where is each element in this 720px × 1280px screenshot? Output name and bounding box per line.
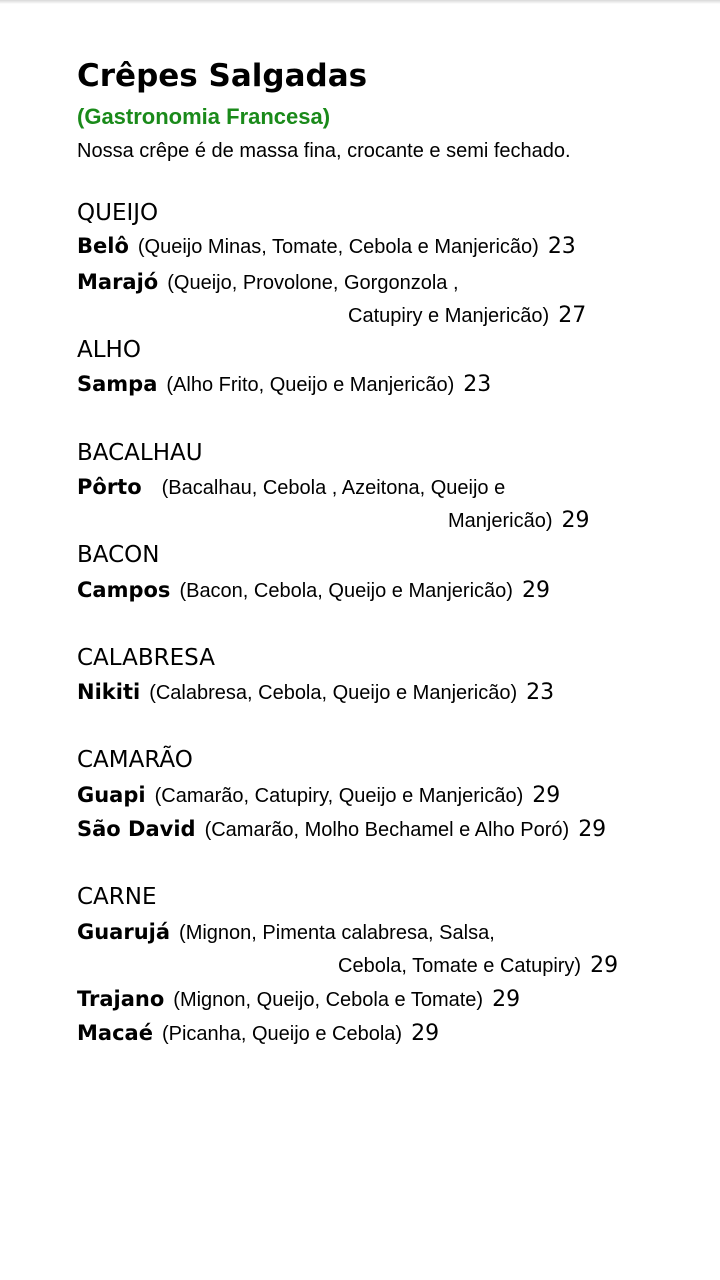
page-subtitle: (Gastronomia Francesa) [77,104,331,129]
category-heading: CARNE [77,884,157,910]
menu-item [77,270,459,295]
menu-item [77,987,520,1012]
category-heading: BACON [77,542,160,568]
item-name: Sampa [77,372,158,396]
item-ingredients-cont: Catupiry e Manjericão) [348,305,550,327]
menu-item [77,817,606,842]
item-ingredients: (Camarão, Molho Bechamel e Alho Poró) [204,819,570,841]
item-name: Marajó [77,270,159,294]
item-price: 29 [561,508,590,533]
item-ingredients-cont: Cebola, Tomate e Catupiry) [338,955,582,977]
item-name: Pôrto [77,475,142,499]
item-price: 29 [411,1021,440,1046]
item-ingredients: (Calabresa, Cebola, Queijo e Manjericão) [149,682,518,704]
menu-item [77,783,560,808]
category-heading: BACALHAU [77,440,203,466]
menu-item [77,920,495,945]
item-ingredients-cont: Manjericão) [448,510,553,532]
item-name: Belô [77,234,129,258]
category-heading: ALHO [77,337,141,363]
item-price: 23 [526,680,555,705]
menu-item [77,475,505,500]
item-price: 23 [547,234,576,259]
item-price: 29 [492,987,521,1012]
item-name: Nikiti [77,680,141,704]
item-ingredients: (Mignon, Queijo, Cebola e Tomate) [173,989,484,1011]
item-price: 29 [532,783,561,808]
page-description: Nossa crêpe é de massa fina, crocante e semi fechado. [77,140,571,162]
item-name: São David [77,817,196,841]
menu-item-continuation [338,953,618,978]
item-ingredients: (Bacalhau, Cebola , Azeitona, Queijo e [161,477,506,499]
item-price: 27 [558,303,587,328]
item-ingredients: (Mignon, Pimenta calabresa, Salsa, [179,922,495,944]
menu-item [77,578,550,603]
item-ingredients: (Camarão, Catupiry, Queijo e Manjericão) [154,785,524,807]
item-ingredients: (Queijo, Provolone, Gorgonzola , [167,272,459,294]
item-price: 23 [463,372,492,397]
item-price: 29 [590,953,619,978]
item-ingredients: (Picanha, Queijo e Cebola) [161,1023,403,1045]
menu-item-continuation [348,303,586,328]
category-heading: CAMARÃO [77,747,193,773]
page-title: Crêpes Salgadas [77,58,368,94]
item-ingredients: (Queijo Minas, Tomate, Cebola e Manjericão) [137,236,539,258]
item-ingredients: (Bacon, Cebola, Queijo e Manjericão) [179,580,513,602]
menu-item [77,234,576,259]
category-heading: QUEIJO [77,200,159,226]
item-ingredients: (Alho Frito, Queijo e Manjericão) [166,374,455,396]
item-name: Guapi [77,783,146,807]
item-price: 29 [578,817,607,842]
item-price: 29 [521,578,550,603]
item-name: Macaé [77,1021,153,1045]
item-name: Trajano [77,987,165,1011]
menu-item-continuation [448,508,589,533]
item-name: Guarujá [77,920,171,944]
menu-item [77,1021,439,1046]
category-heading: CALABRESA [77,645,215,671]
item-name: Campos [77,578,171,602]
menu-item [77,680,554,705]
menu-item [77,372,491,397]
